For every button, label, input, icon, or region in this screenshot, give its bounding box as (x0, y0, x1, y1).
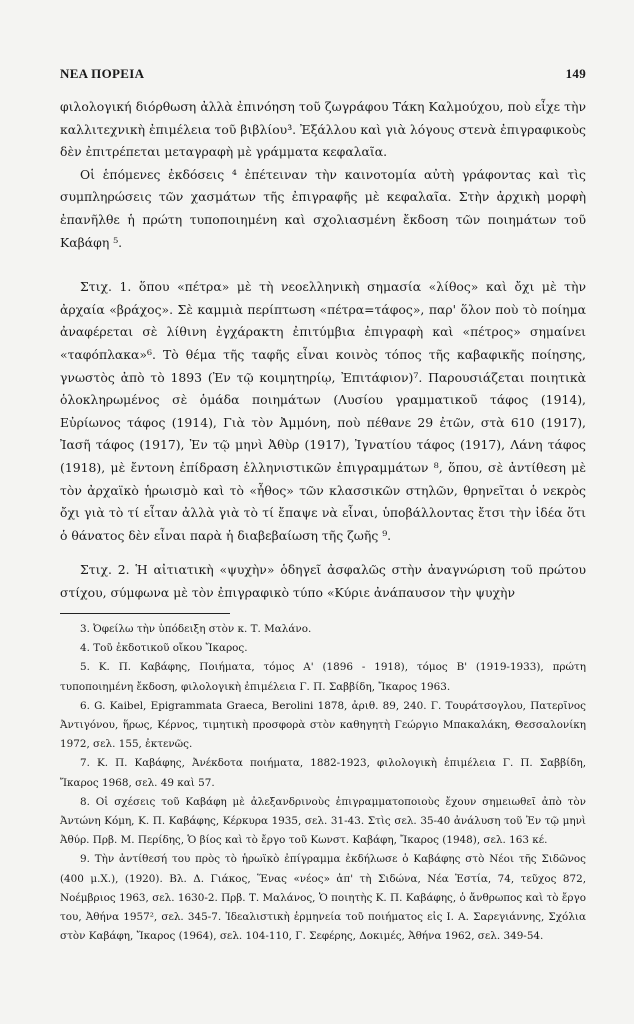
paragraph-4: Στιχ. 2. Ἡ αἰτιατικὴ «ψυχὴν» ὁδηγεῖ ἀσφαλῶς στὴν ἀναγνώριση τοῦ πρώτου στίχου, σύμφωνα μὲ τὸν ἐπιγραφικὸ τύπο «Κύριε ἀνάπαυσον τὴν ψυχὴν (60, 562, 586, 600)
page-number: 149 (565, 66, 586, 81)
paragraph-3: Στιχ. 1. ὅπου «πέτρα» μὲ τὴ νεοελληνικὴ σημασία «λίθος» καὶ ὄχι μὲ τὴν ἀρχαία «βράχος». Σὲ καμμιὰ περίπτωση «πέτρα=τάφος», παρ' ὅλον ποὺ τὸ ποίημα ἀναφέρεται σὲ λίθινη ἐγχάρακτη ἐπιτύμβια ἐπιγραφὴ καὶ «πέτρος» σημαίνει «ταφόπλακα»⁶. Τὸ θέμα τῆς ταφῆς εἶναι κοινὸς τόπος τῆς καβαφικῆς ποίησης, γνωστὸς ἀπὸ τὸ 1893 (Ἐν τῷ κοιμητηρίῳ, Ἐπιτάφιον)⁷. Παρουσιάζεται ποιητικὰ ὁλοκληρωμένος σὲ ὁμάδα ποιημάτων (Λυσίου γραμματικοῦ τάφος (1914), Εὐρίωνος τάφος (1914), Γιὰ τὸν Ἀμμόνη, ποὺ πέθανε 29 ἐτῶν, στὰ 610 (1917), Ἰασῆ τάφος (1917), Ἐν τῷ μηνὶ Ἀθὺρ (1917), Ἰγνατίου τάφος (1917), Λάνη τάφος (1918), μὲ ἔντονη ἐπίδραση ἑλληνιστικῶν ἐπιγραμμάτων ⁸, ὅπου, σὲ ἀντίθεση μὲ τὸν ἀρχαϊκὸ ἡρωισμὸ καὶ τὸ «ἦθος» τῶν κλασσικῶν στηλῶν, θρηνεῖται ὁ νεκρὸς ὄχι γιὰ τὸ τί εἶταν ἀλλὰ γιὰ τὸ τί ἔπαψε νὰ εἶναι, ὑποβάλλοντας ἔτσι τὴν ἰδέα ὅτι ὁ θάνατος δὲν εἶναι παρὰ ἡ διαβεβαίωση τῆς ζωῆς ⁹. (60, 279, 586, 543)
footnote-3: 3. Ὀφείλω τὴν ὑπόδειξη στὸν κ. Τ. Μαλάνο. (80, 623, 312, 635)
footnote-4: 4. Τοῦ ἐκδοτικοῦ οἴκου Ἴκαρος. (80, 642, 248, 655)
footnote-7: 7. Κ. Π. Καβάφης, Ἀνέκδοτα ποιήματα, 1882-1923, φιλολογικὴ ἐπιμέλεια Γ. Π. Σαββίδη, Ἴκαρος 1968, σελ. 49 καὶ 57. (60, 757, 586, 789)
main-text (60, 96, 586, 604)
footnote-8: 8. Οἱ σχέσεις τοῦ Καβάφη μὲ ἀλεξανδρινοὺς ἐπιγραμματοποιοὺς ἔχουν σημειωθεῖ ἀπὸ τὸν Ἀντώνη Κόμη, Κ. Π. Καβάφης, Κέρκυρα 1935, σελ. 31-43. Στὶς σελ. 35-40 ἀνάλυση τοῦ Ἐν τῷ μηνὶ Ἀθύρ. Πρβ. Μ. Περίδης, Ὁ βίος καὶ τὸ ἔργο τοῦ Κωνστ. Καβάφη, Ἴκαρος (1948), σελ. 163 κέ. (60, 795, 586, 847)
paragraph-1: φιλολογική διόρθωση ἀλλὰ ἐπινόηση τοῦ ζωγράφου Τάκη Καλμούχου, ποὺ εἶχε τὴν καλλιτεχνικὴ ἐπιμέλεια τοῦ βιβλίου³. Ἐξάλλου καὶ γιὰ λόγους στενὰ ἐπιγραφικοὺς δὲν ἐπιτρέπεται μεταγραφὴ μὲ γράμματα κεφαλαῖα. (60, 99, 586, 160)
footnote-rule (60, 613, 230, 614)
journal-title: ΝΕΑ ΠΟΡΕΙΑ (60, 66, 145, 81)
running-header (60, 66, 586, 82)
footnotes (60, 620, 586, 946)
footnote-5: 5. Κ. Π. Καβάφης, Ποιήματα, τόμος Α' (1896 - 1918), τόμος Β' (1919-1933), πρώτη τυποποιημένη ἔκδοση, φιλολογικὴ ἐπιμέλεια Γ. Π. Σαββίδη, Ἴκαρος 1963. (60, 661, 586, 693)
footnote-6: 6. G. Kaibel, Epigrammata Graeca, Berolini 1878, ἀριθ. 89, 240. Γ. Τουράτσογλου, Πατερῖνος Ἀντιγόνου, ἥρως, Κέρνος, τιμητικὴ προσφορὰ στὸν καθηγητὴ Γεώργιο Μπακαλάκη, Θεσσαλονίκη 1972, σελ. 155, ἐκτενῶς. (60, 699, 586, 751)
paragraph-2: Οἱ ἑπόμενες ἐκδόσεις ⁴ ἐπέτειναν τὴν καινοτομία αὐτὴ γράφοντας καὶ τὶς συμπληρώσεις τῶν χασμάτων τῆς ἐπιγραφῆς μὲ κεφαλαῖα. Στὴν ἀρχικὴ μορφὴ ἐπανῆλθε ἡ πρώτη τυποποιημένη καὶ σχολιασμένη ἔκδοση τῶν ποιημάτων τοῦ Καβάφη ⁵. (60, 166, 586, 250)
footnote-9: 9. Τὴν ἀντίθεσή του πρὸς τὸ ἡρωϊκὸ ἐπίγραμμα ἐκδήλωσε ὁ Καβάφης στὸ Νέοι τῆς Σιδῶνος (400 μ.Χ.), (1920). Βλ. Δ. Γιάκος, Ἕνας «νέος» ἀπ' τὴ Σιδώνα, Νέα Ἑστία, 74, τεῦχος 872, Νοέμβριος 1963, σελ. 1630-2. Πρβ. Τ. Μαλάνος, Ὁ ποιητὴς Κ. Π. Καβάφης, ὁ ἄνθρωπος καὶ τὸ ἔργο του, Ἀθήνα 1957², σελ. 345-7. Ἰδεαλιστικὴ ἑρμηνεία τοῦ ποιήματος εἰς Ι. Α. Σαρεγιάννης, Σχόλια στὸν Καβάφη, Ἴκαρος (1964), σελ. 104-110, Γ. Σεφέρης, Δοκιμές, Ἀθήνα 1962, σελ. 349-54. (60, 853, 586, 943)
